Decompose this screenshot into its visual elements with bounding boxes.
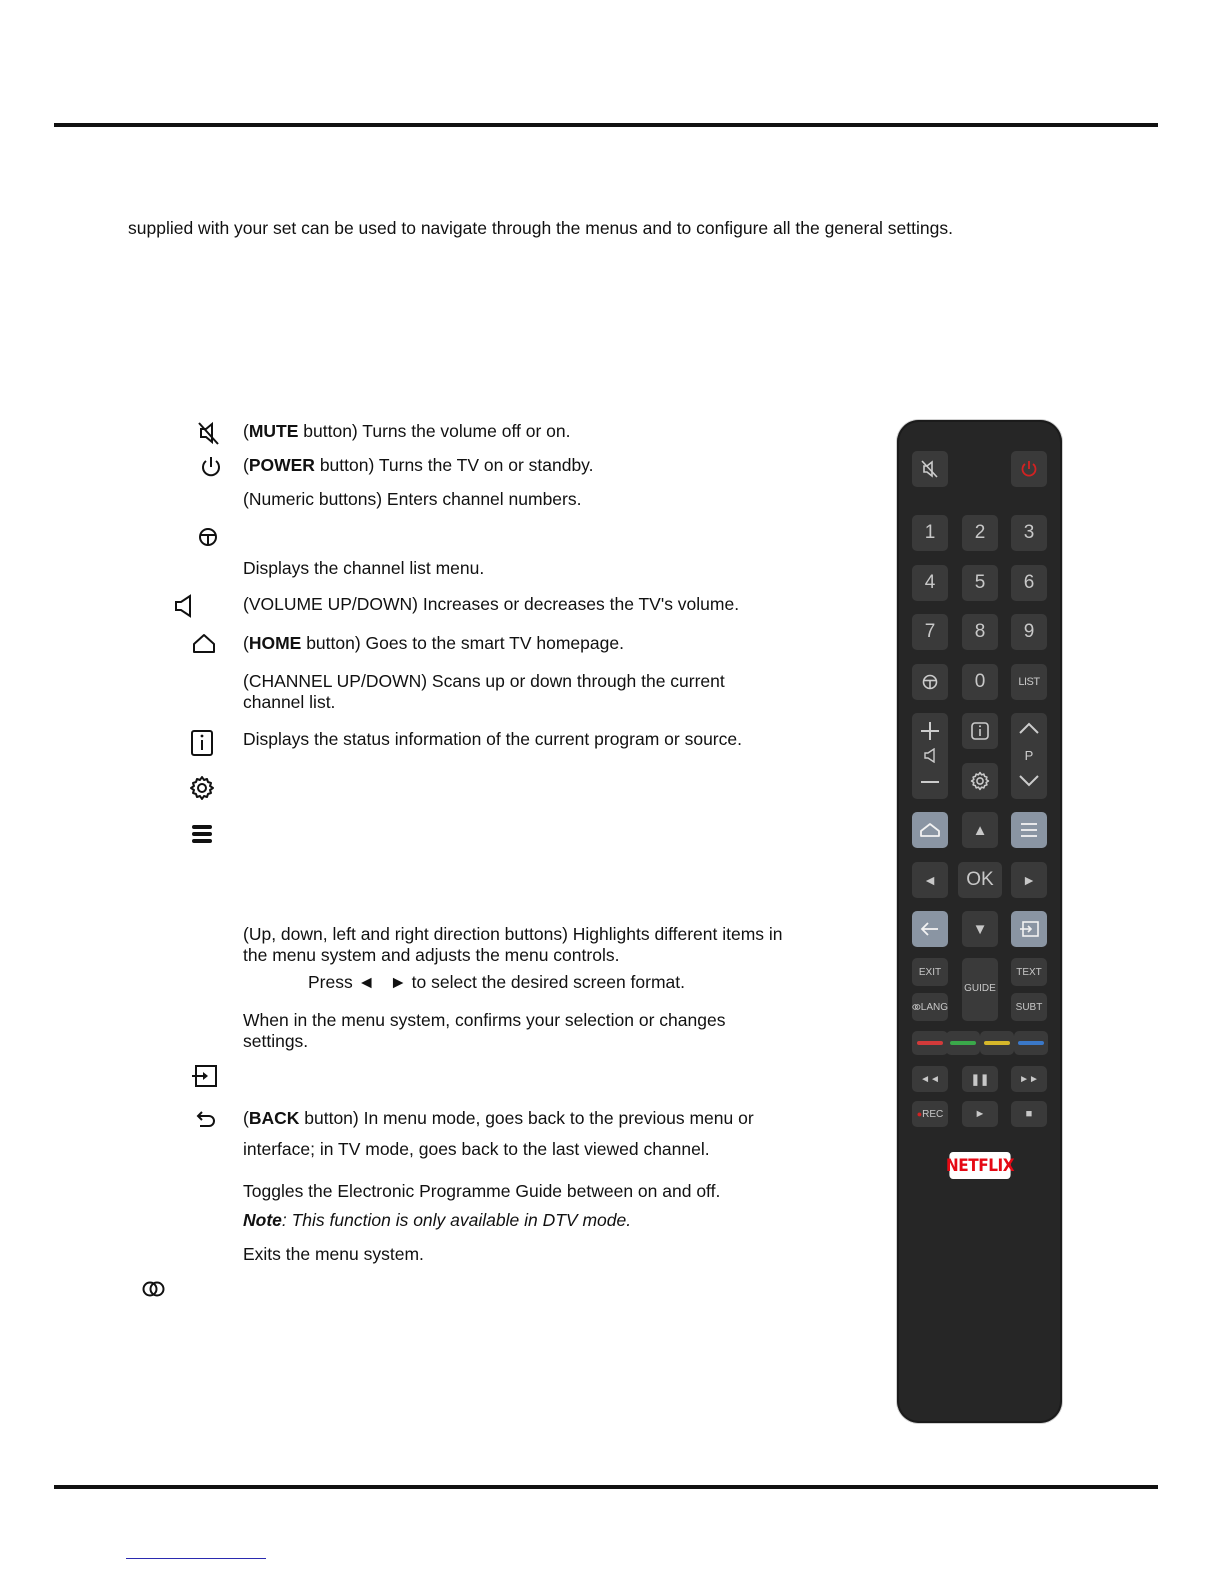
guide-note: Note: This function is only available in DTV mode. — [243, 1210, 632, 1230]
remote-pause-button[interactable]: ❚❚ — [962, 1066, 998, 1092]
remote-digit-8[interactable]: 8 — [962, 614, 998, 650]
menu-icon — [1019, 821, 1039, 839]
remote-netflix-button[interactable]: NETFLIX — [949, 1152, 1010, 1179]
gear-icon — [189, 775, 215, 806]
remote-digit-6[interactable]: 6 — [1011, 565, 1047, 601]
menu-icon — [190, 822, 214, 851]
remote-digit-4[interactable]: 4 — [912, 565, 948, 601]
remote-text-button[interactable]: TEXT — [1011, 958, 1047, 986]
power-icon — [199, 454, 223, 485]
lang-icon — [912, 1003, 921, 1011]
remote-settings-button[interactable] — [962, 763, 998, 799]
gear-icon — [970, 771, 990, 791]
power-icon — [1019, 459, 1039, 479]
speaker-icon — [924, 748, 937, 763]
remote-rec-button[interactable]: ● REC — [912, 1101, 948, 1127]
remote-digit-7[interactable]: 7 — [912, 614, 948, 650]
remote-yellow-button[interactable] — [980, 1031, 1014, 1055]
remote-menu-button[interactable] — [1011, 812, 1047, 848]
remote-down-button[interactable]: ▼ — [962, 911, 998, 947]
remote-right-button[interactable]: ► — [1011, 862, 1047, 898]
remote-source-button[interactable] — [1011, 911, 1047, 947]
top-rule — [54, 123, 1158, 127]
teletext-icon — [921, 673, 939, 691]
source-icon — [191, 1064, 219, 1093]
remote-info-button[interactable] — [962, 713, 998, 749]
remote-back-button[interactable] — [912, 911, 948, 947]
remote-blue-button[interactable] — [1014, 1031, 1048, 1055]
remote-stop-button[interactable]: ■ — [1011, 1101, 1047, 1127]
remote-fastforward-button[interactable]: ►► — [1011, 1066, 1047, 1092]
bottom-rule — [54, 1485, 1158, 1489]
remote-power-button[interactable] — [1011, 451, 1047, 487]
remote-digit-9[interactable]: 9 — [1011, 614, 1047, 650]
remote-red-button[interactable] — [912, 1031, 948, 1055]
remote-home-button[interactable] — [912, 812, 948, 848]
chevron-up-icon — [1018, 720, 1040, 736]
mute-icon — [196, 420, 222, 451]
speaker-icon — [173, 593, 195, 624]
remote-play-button[interactable]: ► — [962, 1101, 998, 1127]
lang-icon — [142, 1279, 166, 1304]
remote-list-button[interactable]: LIST — [1011, 664, 1047, 700]
footer-link-underline[interactable] — [126, 1558, 266, 1559]
remote-ok-button[interactable]: OK — [958, 862, 1002, 898]
remote-green-button[interactable] — [946, 1031, 980, 1055]
remote-digit-0[interactable]: 0 — [962, 664, 998, 700]
minus-icon — [919, 772, 941, 792]
remote-subt-button[interactable]: SUBT — [1011, 993, 1047, 1021]
mute-icon — [920, 459, 940, 479]
teletext-icon — [197, 526, 219, 553]
guide-button-label: GUIDE — [964, 983, 996, 994]
remote-teletext-button[interactable] — [912, 664, 948, 700]
home-icon — [191, 632, 217, 661]
remote-digit-2[interactable]: 2 — [962, 515, 998, 551]
arrow-left-icon — [919, 920, 941, 938]
remote-digit-3[interactable]: 3 — [1011, 515, 1047, 551]
remote-digit-5[interactable]: 5 — [962, 565, 998, 601]
remote-mute-button[interactable] — [912, 451, 948, 487]
plus-icon — [919, 720, 941, 742]
remote-exit-button[interactable]: EXIT — [912, 958, 948, 986]
intro-text: supplied with your set can be used to navigate through the menus and to configure all the general settings. — [128, 218, 953, 238]
remote-left-button[interactable]: ◄ — [912, 862, 948, 898]
channel-p-label: P — [1024, 748, 1034, 763]
remote-digit-1[interactable]: 1 — [912, 515, 948, 551]
home-icon — [919, 821, 941, 839]
remote-lang-button[interactable]: LANG — [912, 993, 948, 1021]
chevron-down-icon — [1018, 773, 1040, 789]
back-icon — [196, 1109, 218, 1136]
remote-rewind-button[interactable]: ◄◄ — [912, 1066, 948, 1092]
remote-up-button[interactable]: ▲ — [962, 812, 998, 848]
info-icon — [190, 729, 214, 762]
back-line2: interface; in TV mode, goes back to the last viewed channel. — [243, 1139, 710, 1159]
source-icon — [1018, 920, 1040, 938]
info-icon — [970, 721, 990, 741]
direction-sub-text: Press ◄ ► to select the desired screen format. — [308, 972, 686, 992]
